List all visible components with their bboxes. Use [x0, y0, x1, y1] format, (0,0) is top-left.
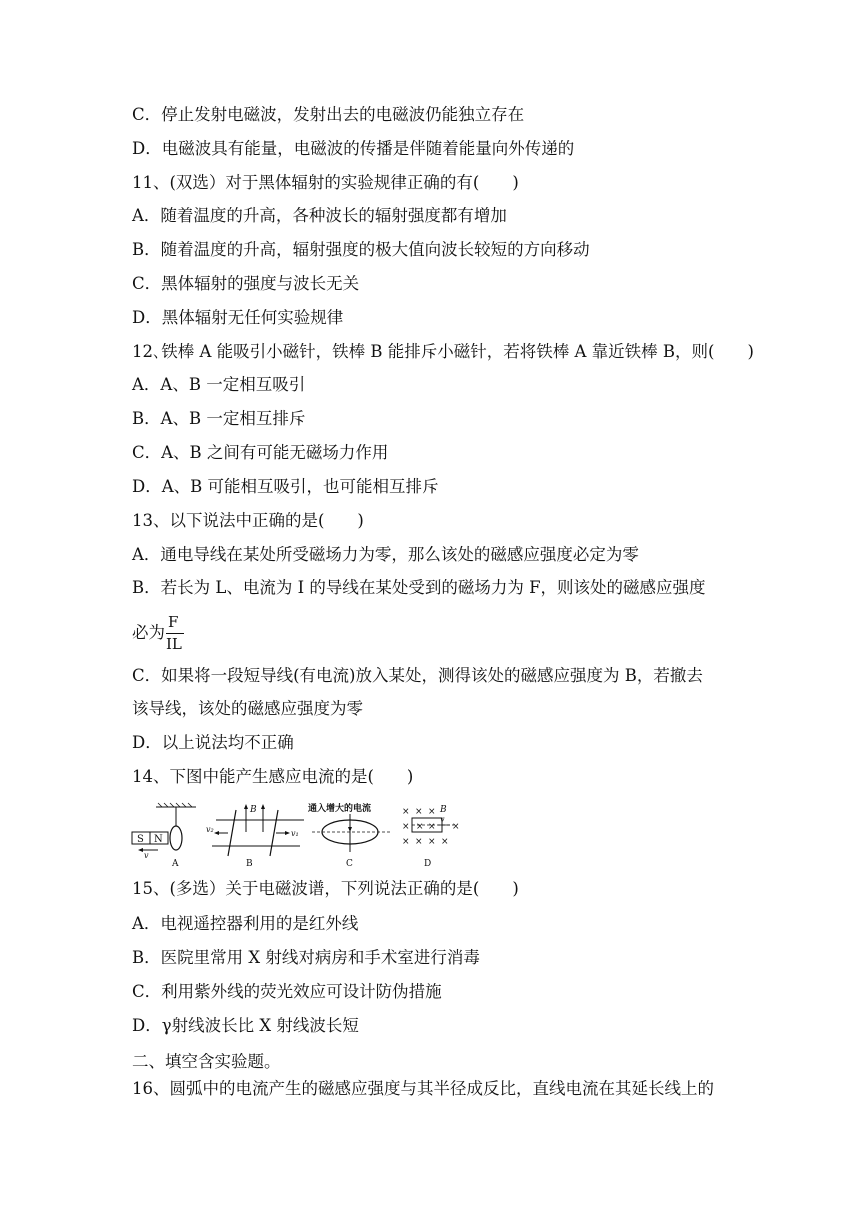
velocity-a: v: [144, 851, 149, 860]
velocity-v1: v₁: [291, 829, 299, 838]
label-b: B: [246, 859, 253, 869]
q12-option-c: C．A、B 之间有可能无磁场力作用: [132, 443, 389, 462]
label-c: C: [346, 859, 353, 869]
x-mark: ×: [441, 837, 449, 847]
x-mark: ×: [402, 837, 410, 847]
figure-c: [308, 802, 392, 869]
label-a: A: [172, 859, 179, 869]
q10-option-c: C．停止发射电磁波，发射出去的电磁波仍能独立存在: [132, 105, 525, 124]
x-mark: ×: [416, 822, 424, 832]
velocity-d: v: [440, 815, 445, 824]
section-heading: 二、填空含实验题。: [132, 1052, 281, 1071]
x-mark: ×: [452, 822, 460, 832]
q13-option-c-line2: 该导线，该处的磁感应强度为零: [132, 699, 363, 718]
q15-option-b: B．医院里常用 X 射线对病房和手术室进行消毒: [132, 948, 480, 967]
x-mark: ×: [415, 807, 423, 817]
q14-figure: [128, 802, 468, 870]
q11-stem: 11、(双选）对于黑体辐射的实验规律正确的有( ): [132, 173, 519, 192]
q13-option-b: B．若长为 L、电流为 I 的导线在某处受到的磁场力为 F，则该处的磁感应强度: [132, 578, 706, 597]
q12-stem: 12､铁棒 A 能吸引小磁针，铁棒 B 能排斥小磁针，若将铁棒 A 靠近铁棒 B，则( ): [132, 342, 754, 361]
x-mark: ×: [415, 837, 423, 847]
fraction-numerator: F: [168, 613, 179, 631]
q12-option-b: B．A、B 一定相互排斥: [132, 409, 306, 428]
figure-a: [132, 803, 196, 869]
magnet-s: S: [137, 834, 144, 845]
fraction-denominator: IL: [166, 635, 182, 653]
fraction-prefix: 必为: [132, 623, 165, 642]
figure-d: [402, 805, 460, 869]
q11-option-a: A．随着温度的升高，各种波长的辐射强度都有增加: [132, 206, 507, 225]
q14-stem: 14、下图中能产生感应电流的是( ): [132, 767, 414, 786]
field-b: B: [250, 805, 257, 815]
x-mark: ×: [402, 807, 410, 817]
magnet-n: N: [154, 834, 163, 845]
q13-stem: 13、以下说法中正确的是( ): [132, 511, 364, 530]
q13-option-c-line1: C．如果将一段短导线(有电流)放入某处，测得该处的磁感应强度为 B，若撤去: [132, 666, 703, 685]
x-mark: ×: [428, 807, 436, 817]
field-d: B: [440, 805, 447, 815]
q15-stem: 15、(多选）关于电磁波谱，下列说法正确的是( ): [132, 879, 519, 898]
label-d: D: [424, 859, 432, 869]
q11-option-b: B．随着温度的升高，辐射强度的极大值向波长较短的方向移动: [132, 240, 590, 259]
x-mark: ×: [428, 837, 436, 847]
induction-diagrams: [128, 802, 468, 870]
q13-option-d: D．以上说法均不正确: [132, 733, 294, 752]
c-caption: 通入增大的电流: [308, 804, 372, 814]
x-mark: ×: [428, 822, 436, 832]
q15-option-a: A．电视遥控器利用的是红外线: [132, 914, 359, 933]
q16-stem: 16、圆弧中的电流产生的磁感应强度与其半径成反比，直线电流在其延长线上的: [132, 1079, 714, 1098]
q15-option-c: C．利用紫外线的荧光效应可设计防伪措施: [132, 982, 442, 1001]
q10-option-d: D．电磁波具有能量，电磁波的传播是伴随着能量向外传递的: [132, 139, 575, 158]
q13-option-a: A．通电导线在某处所受磁场力为零，那么该处的磁感应强度必定为零: [132, 545, 639, 564]
figure-b: [206, 804, 304, 869]
velocity-v2: v₂: [206, 825, 214, 834]
q12-option-a: A．A、B 一定相互吸引: [132, 375, 306, 394]
q11-option-d: D．黑体辐射无任何实验规律: [132, 308, 344, 327]
x-mark: ×: [402, 822, 410, 832]
q13-option-b-fraction-line: [132, 612, 212, 656]
q15-option-d: D．γ射线波长比 X 射线波长短: [132, 1016, 359, 1035]
q11-option-c: C．黑体辐射的强度与波长无关: [132, 274, 360, 293]
q12-option-d: D．A、B 可能相互吸引，也可能相互排斥: [132, 477, 439, 496]
